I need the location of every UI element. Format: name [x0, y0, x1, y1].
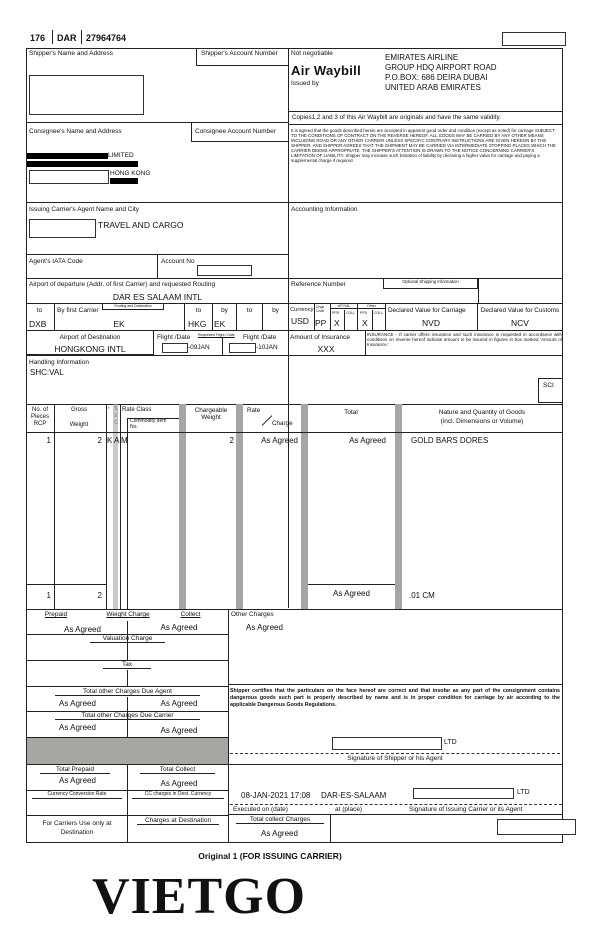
gross-value: 2 — [97, 436, 102, 445]
shaded-column — [179, 404, 186, 609]
total-gross: 2 — [97, 591, 102, 600]
total-pieces: 1 — [46, 591, 51, 600]
divider — [26, 202, 563, 203]
sci-label: SCI — [543, 382, 554, 389]
copy-label: Original 1 (FOR ISSUING CARRIER) — [198, 851, 342, 861]
account-no-label: Account No — [161, 258, 195, 265]
divider — [26, 355, 563, 356]
divider — [372, 310, 373, 330]
awb-prefix: 176 — [30, 33, 46, 43]
copies-note: Copies1,2 and 3 of this Air Waybill are originals and have the same validity. — [292, 114, 501, 121]
address-line: GROUP HDQ AIRPORT ROAD — [385, 63, 497, 72]
requested-flight-tab: Requested Flight / Date — [198, 333, 235, 337]
cc-charges-tab: CC charges in Dest. Currency — [132, 792, 224, 799]
rate-class-value: A — [114, 436, 120, 445]
to-airport-2: HKG — [188, 319, 207, 329]
due-agent-prepaid: As Agreed — [59, 699, 96, 708]
pieces-value: 1 — [46, 436, 51, 445]
by-label-2: by — [221, 307, 228, 314]
consignee-label: Consignee's Name and Address — [29, 128, 122, 135]
currency-value: USD — [291, 316, 309, 326]
conditions-text: It is agreed that the goods described herein are accepted in apparent good order and condition (except as noted) for carriage SUBJECT TO THE CONDITIONS OF CONTRACT ON THE REVERSE HEREOF. ALL GOODS MAY BE CARRIED BY ANY OTHER MEANS INCLUDING ROAD OR ANY OTHER CARRIER UNLESS SPECIFIC CONTRARY INSTRUCTIONS ARE GIVEN HEREON BY THE SHIPPER, AND SHIPPER AGREES THAT THE SHIPMENT MAY BE CARRIED VIA INTERMEDIATE STOPPING PLACES WHICH THE CARRIER DEEMS APPROPRIATE. THE SHIPPER'S ATTENTION IS DRAWN TO THE NOTICE CONCERNING CARRIER'S LIMITATION OF LIABILITY. Shipper may increase such limitation of liability by declaring a higher value for carriage and paying a supplemental charge if required. — [291, 128, 556, 164]
kg-label: ▪ — [108, 405, 110, 410]
rate-header: Rate — [247, 407, 261, 414]
address-line: P.O.BOX: 686 DEIRA DUBAI — [385, 73, 488, 82]
weight-unit: K — [107, 436, 113, 445]
due-agent-tab: Total other Charges Due Agent — [55, 688, 200, 696]
divider — [52, 30, 53, 44]
routing-tab-label: Routing and Destination — [114, 304, 152, 308]
flight-redacted-2 — [229, 343, 256, 353]
declared-customs-label: Declared Value for Customs — [480, 307, 560, 314]
rate-value: As Agreed — [261, 436, 298, 445]
total-collect-charges-tab: Total collect Charges — [236, 816, 324, 824]
agent-redacted — [29, 219, 96, 238]
chgs-code-label: Chgs Code — [316, 305, 325, 314]
issuer-address — [385, 53, 497, 93]
shaded-column — [236, 404, 243, 609]
divider — [54, 404, 55, 609]
divider — [228, 764, 563, 765]
divider — [228, 684, 563, 685]
total-value: As Agreed — [349, 436, 386, 445]
total-collect-charges-value: As Agreed — [261, 829, 298, 838]
due-agent-collect: As Agreed — [160, 699, 198, 708]
address-line: UNITED ARAB EMIRATES — [385, 83, 481, 92]
wt-coll-label: COLL — [346, 311, 356, 315]
total-header: Total — [344, 409, 358, 416]
prepaid-tab: Prepaid — [44, 611, 68, 618]
address-line: EMIRATES AIRLINE — [385, 53, 459, 62]
shaded-column — [113, 404, 118, 609]
divider — [26, 686, 228, 687]
other-coll-label: COLL — [374, 311, 384, 315]
total-nature: .01 CM — [409, 591, 435, 600]
flight-1: -09JAN — [188, 344, 210, 351]
flight-redacted-1 — [162, 343, 188, 353]
svc-value: M — [121, 436, 128, 445]
first-carrier: EK — [113, 319, 125, 329]
collect-tab: Collect — [180, 611, 201, 618]
handling-value: SHC:VAL — [30, 368, 64, 377]
departure-airport: DAR ES SALAAM INTL — [112, 292, 203, 302]
declared-carriage-label: Declared Value for Carriage — [388, 307, 466, 314]
divider — [26, 584, 107, 585]
weight-charge-tab: Weight Charge — [106, 611, 150, 618]
by-label-3: by — [272, 307, 279, 314]
weight-header: Weight — [69, 422, 89, 428]
agent-label: Issuing Carrier's Agent Name and City — [29, 206, 139, 213]
other-charges-label: Other Charges — [231, 611, 274, 618]
flight-2: -10JAN — [256, 344, 278, 351]
total-collect-tab: Total Collect — [140, 766, 215, 774]
reference-label: Reference Number — [291, 281, 346, 288]
chgs-code-value: PP — [315, 318, 327, 328]
destination-label: Airport of Destination — [59, 334, 121, 341]
consignee-redacted — [29, 170, 109, 184]
shipper-signature-redacted — [332, 737, 442, 750]
to-airport-1: DXB — [29, 319, 47, 329]
destination-airport: HONGKONG INTL — [54, 344, 126, 354]
charge-header: Charge — [272, 420, 293, 427]
divider — [365, 330, 366, 355]
tax-tab: Tax — [103, 661, 151, 669]
total-collect-value: As Agreed — [160, 779, 198, 788]
due-carrier-collect: As Agreed — [160, 726, 198, 735]
shipper-signature-label: Signature of Shipper or his Agent — [347, 755, 443, 762]
account-no-redacted — [197, 265, 252, 276]
divider — [26, 432, 563, 433]
rate-class-header: Rate Class — [122, 407, 152, 413]
redaction-bar — [27, 161, 138, 167]
wt-ppd-label: PPD — [332, 311, 340, 315]
due-carrier-prepaid: As Agreed — [59, 723, 96, 732]
chargeable-header: Chargeable Weight — [194, 407, 228, 422]
to-label-2: to — [195, 307, 202, 314]
divider — [26, 609, 563, 610]
flight-date-label-2: Flight /Date — [243, 334, 277, 341]
divider — [127, 764, 128, 843]
divider — [157, 254, 158, 278]
divider — [106, 404, 110, 609]
shipper-label: Shipper's Name and Address — [29, 50, 113, 57]
not-negotiable: Not negotiable — [291, 50, 333, 57]
accounting-label: Accounting Information — [291, 206, 358, 213]
total-prepaid-value: As Agreed — [59, 776, 96, 785]
shaded-column — [301, 404, 308, 609]
document-title: Air Waybill — [291, 63, 361, 78]
carrier-signature-label: Signature of Issuing Carrier or its Agent — [409, 806, 523, 813]
insurance-value: XXX — [317, 344, 335, 354]
to-label-3: to — [246, 307, 253, 314]
divider — [26, 815, 228, 816]
weight-collect-value: As Agreed — [160, 623, 198, 632]
optional-shipping-label: Optional Shipping Information — [402, 279, 459, 284]
insurance-note: INSURANCE - If carrier offers insurance and such insurance is requested in accordance with conditions on reverse hereof indicate amount to be insured in figures in box marked 'Amount of Insurance.' — [367, 332, 562, 348]
executed-place: DAR-ES-SALAAM — [321, 791, 387, 800]
commodity-header: Commodity Item No. — [130, 418, 167, 430]
other-ppd-value: X — [362, 318, 368, 328]
divider — [120, 404, 121, 609]
shipper-redacted — [29, 75, 144, 115]
shipper-ltd: LTD — [444, 739, 457, 746]
handling-label: Handling Information — [29, 359, 89, 366]
total-amount: As Agreed — [333, 589, 370, 598]
certification-text: Shipper certifies that the particulars on the face hereof are correct and that insofar as any part of the consignment contains dangerous goods such part is properly described by name and is in proper condition for carriage by air according to the applicable Dangerous Goods Regulations. — [230, 688, 560, 709]
divider — [344, 310, 345, 330]
conversion-rate-tab: Currency Conversion Rate — [32, 792, 122, 799]
other-charges-value: As Agreed — [246, 623, 283, 632]
carrier-signature-redacted — [413, 788, 514, 799]
divider — [222, 338, 223, 355]
issued-by: Issued by — [291, 80, 319, 87]
consignee-line1: LIMITED — [108, 152, 134, 159]
nature-header: Nature and Quantity of Goods — [438, 409, 526, 416]
redaction-bar — [27, 153, 108, 159]
redacted-box — [502, 32, 566, 46]
charges-destination-tab: Charges at Destination — [137, 817, 219, 825]
awb-origin: DAR — [57, 33, 77, 43]
redaction-bar — [110, 178, 138, 184]
divider — [81, 30, 82, 44]
divider — [288, 124, 563, 125]
divider — [228, 609, 229, 843]
due-carrier-tab: Total other Charges Due Carrier — [55, 712, 200, 720]
currency-label: Currency — [290, 307, 314, 313]
executed-date: 08-JAN-2021 17:08 — [241, 791, 311, 800]
other-label: Other — [358, 304, 385, 309]
declared-customs-value: NCV — [511, 318, 529, 328]
flight-date-label-1: Flight /Date — [157, 334, 191, 341]
insurance-label: Amount of Insurance — [290, 334, 350, 341]
gross-header: Gross — [70, 407, 87, 413]
awb-number: 27964764 — [86, 33, 127, 43]
to-label: to — [36, 307, 43, 314]
shaded-column — [395, 404, 402, 609]
executed-place-label: at (place) — [335, 806, 363, 813]
by-first-carrier-label: By first Carrier — [57, 307, 99, 314]
brand-watermark: VIETGO — [92, 868, 307, 925]
other-ppd-label: PPD — [360, 311, 368, 315]
shipper-account-label: Shipper's Account Number — [201, 50, 278, 57]
total-prepaid-tab: Total Prepaid — [40, 766, 110, 774]
agent-name: TRAVEL AND CARGO — [98, 220, 184, 230]
signature-line — [230, 753, 560, 754]
divider — [26, 278, 563, 279]
weight-prepaid-value: As Agreed — [64, 625, 101, 634]
declared-carriage-value: NVD — [422, 318, 440, 328]
executed-date-label: Executed on (date) — [233, 806, 288, 813]
chargeable-value: 2 — [229, 436, 234, 445]
redacted-box — [497, 819, 576, 835]
carriers-use-label: For Carriers Use only at Destination — [42, 820, 112, 836]
wt-ppd-value: X — [334, 318, 340, 328]
divider — [127, 670, 128, 686]
consignee-line2: HONG KONG — [110, 170, 151, 177]
nature-subheader: (incl. Dimensions or Volume) — [440, 418, 524, 425]
carrier-ltd: LTD — [517, 789, 530, 796]
divider — [478, 278, 479, 304]
valuation-tab: Valuation Charge — [90, 635, 165, 643]
nature-value: GOLD BARS DORES — [411, 436, 489, 445]
divider — [288, 111, 563, 112]
divider — [308, 584, 395, 585]
shaded-area — [27, 738, 228, 764]
pieces-header: No. of Pieces RCP — [30, 407, 49, 427]
consignee-account-label: Consignee Account Number — [195, 128, 276, 135]
iata-label: Agent's IATA Code — [29, 258, 83, 265]
execution-line — [230, 804, 562, 805]
departure-label: Airport of departure (Addr. of first Carrier) and requested Routing — [29, 281, 216, 288]
commodity-column — [127, 418, 179, 609]
wtval-label: WT/VAL — [331, 304, 357, 309]
carrier-2: EK — [214, 319, 226, 329]
